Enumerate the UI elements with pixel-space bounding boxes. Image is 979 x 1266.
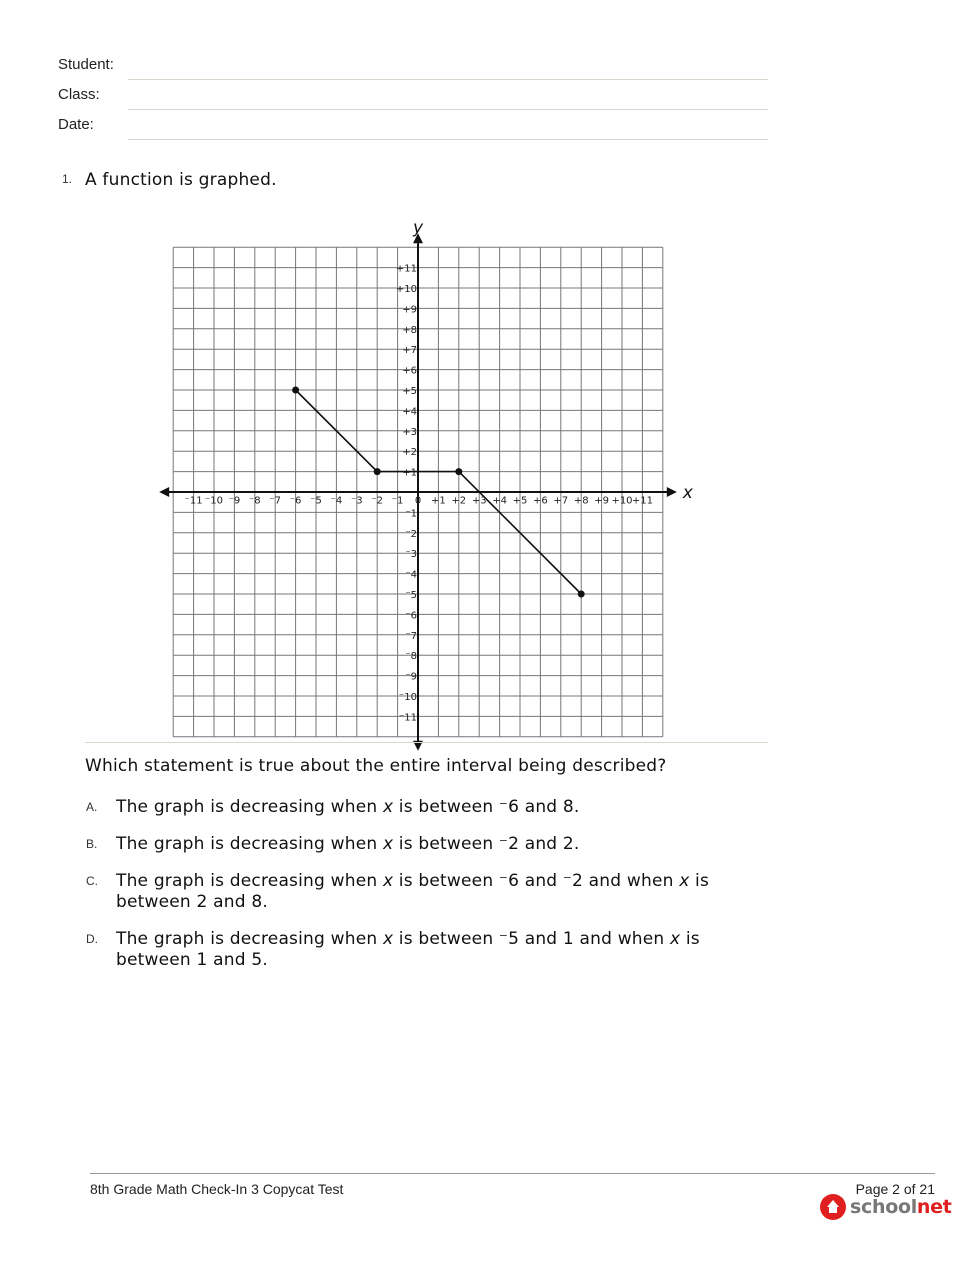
choice-letter: B.	[86, 837, 98, 851]
x-tick-label: +3	[471, 495, 487, 507]
y-tick-label: +3	[402, 426, 417, 438]
x-tick-label: +1	[431, 495, 446, 507]
x-axis-arrow-right	[667, 487, 677, 497]
y-tick-label: ⁻10	[398, 692, 417, 703]
y-axis-label: y	[413, 218, 424, 239]
y-tick-label: +6	[402, 365, 417, 377]
y-tick-label: ⁻9	[405, 671, 417, 683]
x-tick-label: ⁻9	[228, 495, 241, 507]
y-tick-label: +2	[402, 447, 417, 459]
y-tick-label: ⁻1	[405, 508, 417, 520]
y-tick-label: +7	[402, 345, 417, 357]
choice-text: The graph is decreasing when x is between ⁻2 and 2.	[116, 834, 580, 854]
y-tick-label: ⁻3	[405, 549, 417, 561]
class-label: Class:	[58, 86, 100, 103]
x-tick-label: +4	[492, 495, 507, 507]
x-tick-label: ⁻1	[391, 495, 404, 507]
y-tick-label: ⁻2	[405, 528, 417, 540]
y-tick-label: ⁻8	[405, 651, 417, 663]
test-title: 8th Grade Math Check-In 3 Copycat Test	[90, 1181, 344, 1197]
y-tick-label: +10	[395, 284, 417, 295]
y-tick-label: ⁻11	[398, 712, 417, 724]
vertex-point	[578, 591, 585, 598]
y-tick-label: ⁻7	[405, 630, 417, 642]
vertex-point	[455, 468, 462, 475]
schoolnet-logo	[820, 1194, 952, 1220]
x-tick-label: ⁻10	[204, 495, 224, 507]
y-tick-label: +1	[402, 467, 417, 479]
question-stem: Which statement is true about the entire interval being described?	[85, 756, 667, 776]
choice-text: The graph is decreasing when x is between ⁻6 and 8.	[116, 797, 580, 817]
x-tick-label: ⁻8	[248, 495, 261, 507]
choice-letter: D.	[86, 932, 98, 946]
footer-divider	[90, 1173, 935, 1174]
x-tick-label: ⁻2	[371, 495, 384, 507]
x-tick-label: +9	[594, 495, 609, 507]
x-tick-label: ⁻7	[269, 495, 282, 507]
vertex-point	[374, 468, 381, 475]
x-tick-label: ⁻3	[350, 495, 363, 507]
y-tick-label: +5	[402, 386, 417, 397]
x-tick-label: +5	[512, 495, 528, 507]
y-tick-label: ⁻5	[405, 590, 417, 601]
x-tick-label: +7	[553, 495, 569, 507]
student-field[interactable]	[128, 79, 768, 80]
x-tick-label: ⁻11	[184, 495, 203, 507]
date-label: Date:	[58, 116, 94, 133]
vertex-point	[292, 387, 299, 394]
logo-text-school: school	[850, 1196, 917, 1218]
divider	[85, 742, 768, 743]
x-tick-label: +6	[533, 495, 548, 507]
graph-axes	[159, 233, 677, 751]
x-tick-label: ⁻6	[289, 495, 302, 507]
x-tick-label: +8	[573, 495, 589, 507]
x-tick-label: +2	[451, 495, 467, 507]
y-tick-label: ⁻6	[405, 610, 417, 622]
choice-text: The graph is decreasing when x is between ⁻5 and 1 and when x is between 1 and 5.	[116, 929, 700, 970]
x-tick-label: 0	[414, 495, 422, 507]
x-tick-label: +11	[631, 495, 653, 507]
question-prompt: A function is graphed.	[85, 170, 277, 190]
x-axis-label: x	[682, 483, 693, 503]
x-tick-label: +10	[611, 495, 633, 507]
page-indicator: Page 2 of 21	[855, 1181, 935, 1197]
question-number: 1.	[62, 172, 73, 186]
choice-text: The graph is decreasing when x is between ⁻6 and ⁻2 and when x is between 2 and 8.	[116, 871, 710, 912]
y-tick-label: ⁻4	[405, 569, 417, 581]
y-tick-label: +4	[402, 406, 417, 418]
student-label: Student:	[58, 56, 114, 73]
x-tick-label: ⁻5	[310, 495, 322, 507]
logo-text-net: net	[916, 1196, 952, 1218]
choice-letter: A.	[86, 800, 98, 814]
class-field[interactable]	[128, 109, 768, 110]
function-graph	[160, 205, 693, 735]
home-icon	[820, 1194, 846, 1220]
y-tick-label: +9	[402, 304, 417, 316]
x-axis-arrow-left	[159, 487, 169, 497]
choice-letter: C.	[86, 874, 98, 888]
y-tick-label: +8	[402, 324, 417, 336]
y-tick-label: +11	[395, 263, 417, 275]
date-field[interactable]	[128, 139, 768, 140]
x-tick-label: ⁻4	[330, 495, 343, 507]
